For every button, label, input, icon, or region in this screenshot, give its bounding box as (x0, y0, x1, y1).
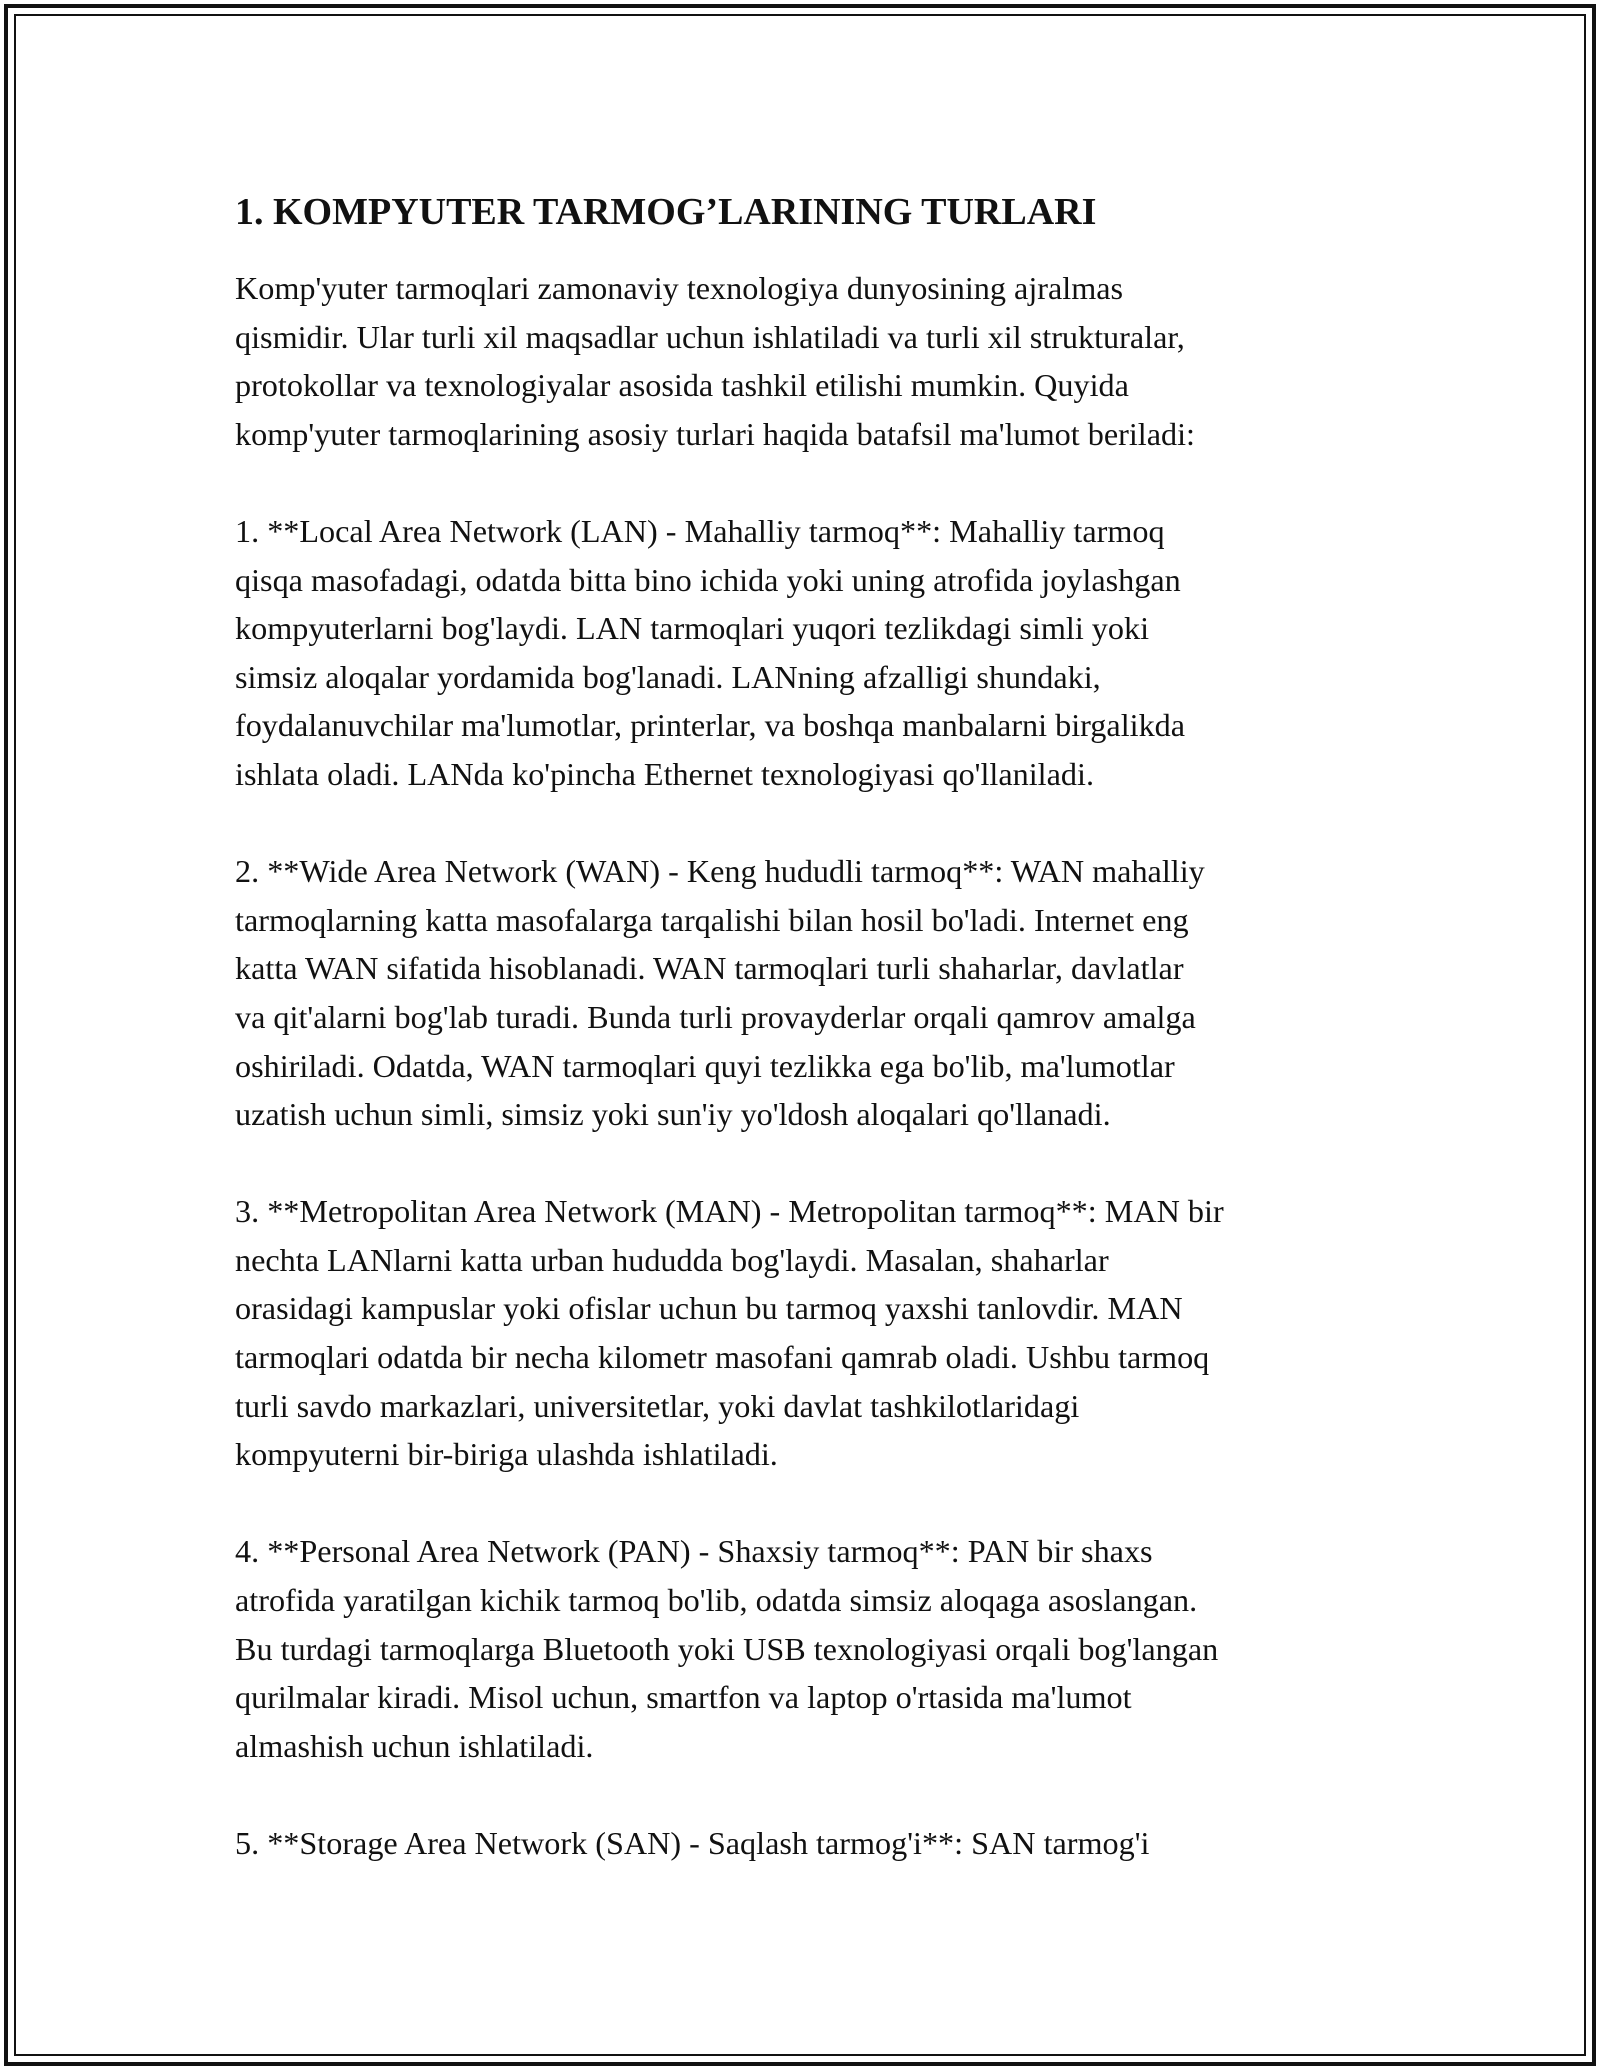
text-line: turli savdo markazlari, universitetlar, yoki davlat tashkilotlaridagi (235, 1387, 1080, 1424)
text-line: 5. **Storage Area Network (SAN) - Saqlash tarmog'i**: SAN tarmog'i (235, 1825, 1150, 1861)
text-line: protokollar va texnologiyalar asosida tashkil etilishi mumkin. Quyida (235, 367, 1129, 404)
text-line: Komp'yuter tarmoqlari zamonaviy texnologiya dunyosining ajralmas (235, 270, 1124, 306)
paragraph-pan (235, 1527, 1385, 1770)
document-title: 1. KOMPYUTER TARMOG’LARINING TURLARI (235, 191, 1097, 233)
text-line: tarmoqlarning katta masofalarga tarqalishi bilan hosil bo'ladi. Internet eng (235, 901, 1189, 938)
paragraph-wan (235, 847, 1385, 1139)
text-line: 3. **Metropolitan Area Network (MAN) - Metropolitan tarmoq**: MAN bir (235, 1193, 1224, 1230)
paragraph-intro (235, 264, 1385, 458)
text-line: ishlata oladi. LANda ko'pincha Ethernet texnologiyasi qo'llaniladi. (235, 755, 1094, 792)
text-line: va qit'alarni bog'lab turadi. Bunda turli provayderlar orqali qamrov amalga (235, 998, 1196, 1035)
text-line: katta WAN sifatida hisoblanadi. WAN tarmoqlari turli shaharlar, davlatlar (235, 950, 1184, 987)
text-line: foydalanuvchilar ma'lumotlar, printerlar, va boshqa manbalarni birgalikda (235, 707, 1186, 744)
text-line: oshiriladi. Odatda, WAN tarmoqlari quyi tezlikka ega bo'lib, ma'lumotlar (235, 1047, 1175, 1084)
text-line: uzatish uchun simli, simsiz yoki sun'iy yo'ldosh aloqalari qo'llanadi. (235, 1096, 1111, 1133)
text-line: Bu turdagi tarmoqlarga Bluetooth yoki USB texnologiyasi orqali bog'langan (235, 1630, 1219, 1667)
text-line: orasidagi kampuslar yoki ofislar uchun bu tarmoq yaxshi tanlovdir. MAN (235, 1290, 1183, 1327)
text-line: qismidir. Ular turli xil maqsadlar uchun ishlatiladi va turli xil strukturalar, (235, 318, 1185, 355)
text-line: almashish uchun ishlatiladi. (235, 1727, 594, 1764)
text-line: simsiz aloqalar yordamida bog'lanadi. LANning afzalligi shundaki, (235, 658, 1101, 695)
text-line: kompyuterni bir-biriga ulashda ishlatiladi. (235, 1436, 778, 1473)
paragraph-man (235, 1187, 1385, 1479)
text-line: kompyuterlarni bog'laydi. LAN tarmoqlari yuqori tezlikdagi simli yoki (235, 610, 1150, 647)
text-line: 1. **Local Area Network (LAN) - Mahalliy tarmoq**: Mahalliy tarmoq (235, 512, 1165, 549)
text-line: 4. **Personal Area Network (PAN) - Shaxsiy tarmoq**: PAN bir shaxs (235, 1533, 1153, 1570)
paragraph-lan (235, 507, 1385, 799)
text-line: 2. **Wide Area Network (WAN) - Keng hududli tarmoq**: WAN mahalliy (235, 853, 1205, 890)
text-line: atrofida yaratilgan kichik tarmoq bo'lib, odatda simsiz aloqaga asoslangan. (235, 1582, 1198, 1619)
paragraph-san (235, 1819, 1385, 1868)
text-line: nechta LANlarni katta urban hududda bog'laydi. Masalan, shaharlar (235, 1241, 1109, 1278)
text-line: qisqa masofadagi, odatda bitta bino ichida yoki uning atrofida joylashgan (235, 561, 1181, 598)
text-line: tarmoqlari odatda bir necha kilometr masofani qamrab oladi. Ushbu tarmoq (235, 1339, 1210, 1376)
text-line: komp'yuter tarmoqlarining asosiy turlari haqida batafsil ma'lumot beriladi: (235, 415, 1195, 452)
text-line: qurilmalar kiradi. Misol uchun, smartfon va laptop o'rtasida ma'lumot (235, 1679, 1132, 1716)
document-body (235, 186, 1385, 1868)
